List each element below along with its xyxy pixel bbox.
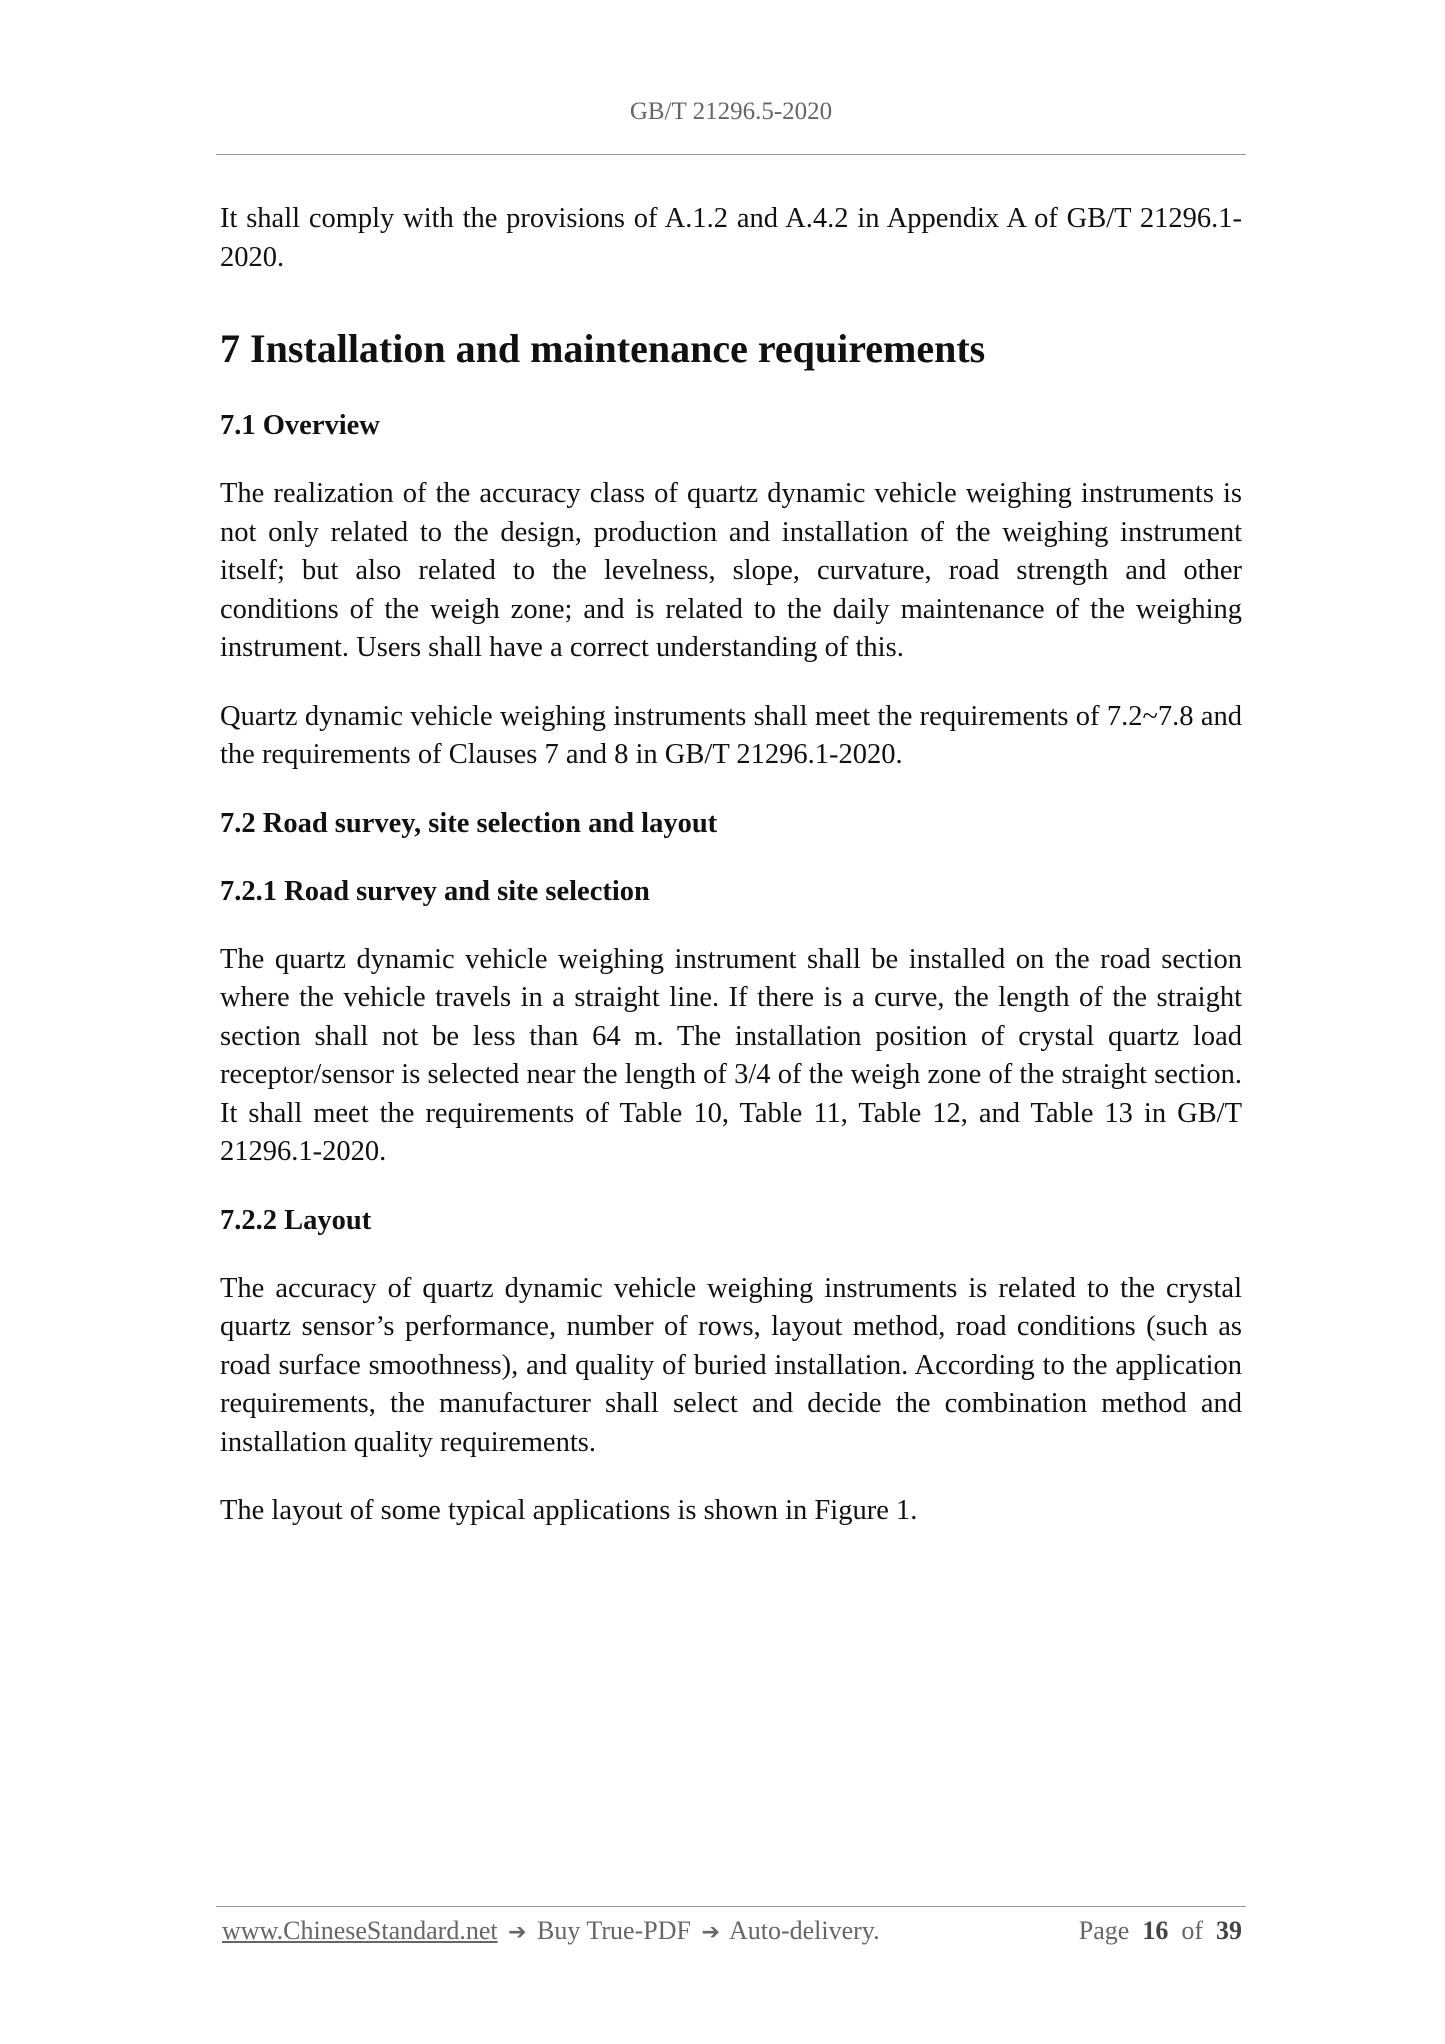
buy-true-pdf-text: Buy True-PDF	[537, 1916, 691, 1945]
section-7-2-heading: 7.2 Road survey, site selection and layout	[220, 807, 718, 839]
auto-delivery-text: Auto-delivery.	[728, 1916, 880, 1945]
header-divider	[216, 154, 1246, 155]
chinesestandard-link[interactable]: www.ChineseStandard.net	[222, 1916, 498, 1945]
section-7-2-1-heading: 7.2.1 Road survey and site selection	[220, 875, 650, 907]
section-7-1-paragraph-2: Quartz dynamic vehicle weighing instruments shall meet the requirements of 7.2~7.8 and the requirements of Clauses 7 and 8 in GB/T 21296.1-2020.	[220, 700, 1242, 770]
page-content	[220, 200, 1242, 1531]
section-7-heading: 7 Installation and maintenance requirements	[220, 326, 986, 371]
section-7-1-heading: 7.1 Overview	[220, 410, 380, 441]
footer-promo	[222, 1914, 880, 1950]
section-7-2-2-heading: 7.2.2 Layout	[220, 1204, 372, 1236]
section-7-1-paragraph-1: The realization of the accuracy class of quartz dynamic vehicle weighing instruments is not only related to the design, production and installation of the weighing instrument itself; but also related to the levelness, slope, curvature, road strength and other conditions of the weigh zone; and is related to the daily maintenance of the weighing instrument. Users shall have a correct understanding of this.	[220, 478, 1242, 663]
footer-divider	[216, 1906, 1246, 1907]
page-label: Page	[1078, 1916, 1130, 1945]
section-7-2-2-paragraph-1: The accuracy of quartz dynamic vehicle weighing instruments is related to the crystal quartz sensor’s performance, number of rows, layout method, road conditions (such as road surface smoothness), and quality of buried installation. According to the application requirements, the manufacturer shall select and decide the combination method and installation quality requirements.	[220, 1272, 1242, 1458]
of-label: of	[1181, 1916, 1203, 1945]
page-number	[1079, 1914, 1242, 1948]
intro-paragraph: It shall comply with the provisions of A.1.2 and A.4.2 in Appendix A of GB/T 21296.1-2020.	[220, 203, 1242, 273]
section-7-2-1-paragraph: The quartz dynamic vehicle weighing instrument shall be installed on the road section where the vehicle travels in a straight line. If there is a curve, the length of the straight section shall not be less than 64 m. The installation position of crystal quartz load receptor/sensor is selected near the length of 3/4 of the weigh zone of the straight section. It shall meet the requirements of Table 10, Table 11, Table 12, and Table 13 in GB/T 21296.1-2020.	[220, 943, 1242, 1167]
section-7-2-2-paragraph-2: The layout of some typical applications is shown in Figure 1.	[220, 1495, 918, 1526]
page-total: 39	[1216, 1916, 1242, 1945]
running-header: GB/T 21296.5-2020	[629, 98, 833, 125]
arrow-right-icon: ➔	[701, 1920, 720, 1945]
arrow-right-icon: ➔	[508, 1920, 527, 1945]
page-current: 16	[1142, 1916, 1169, 1945]
